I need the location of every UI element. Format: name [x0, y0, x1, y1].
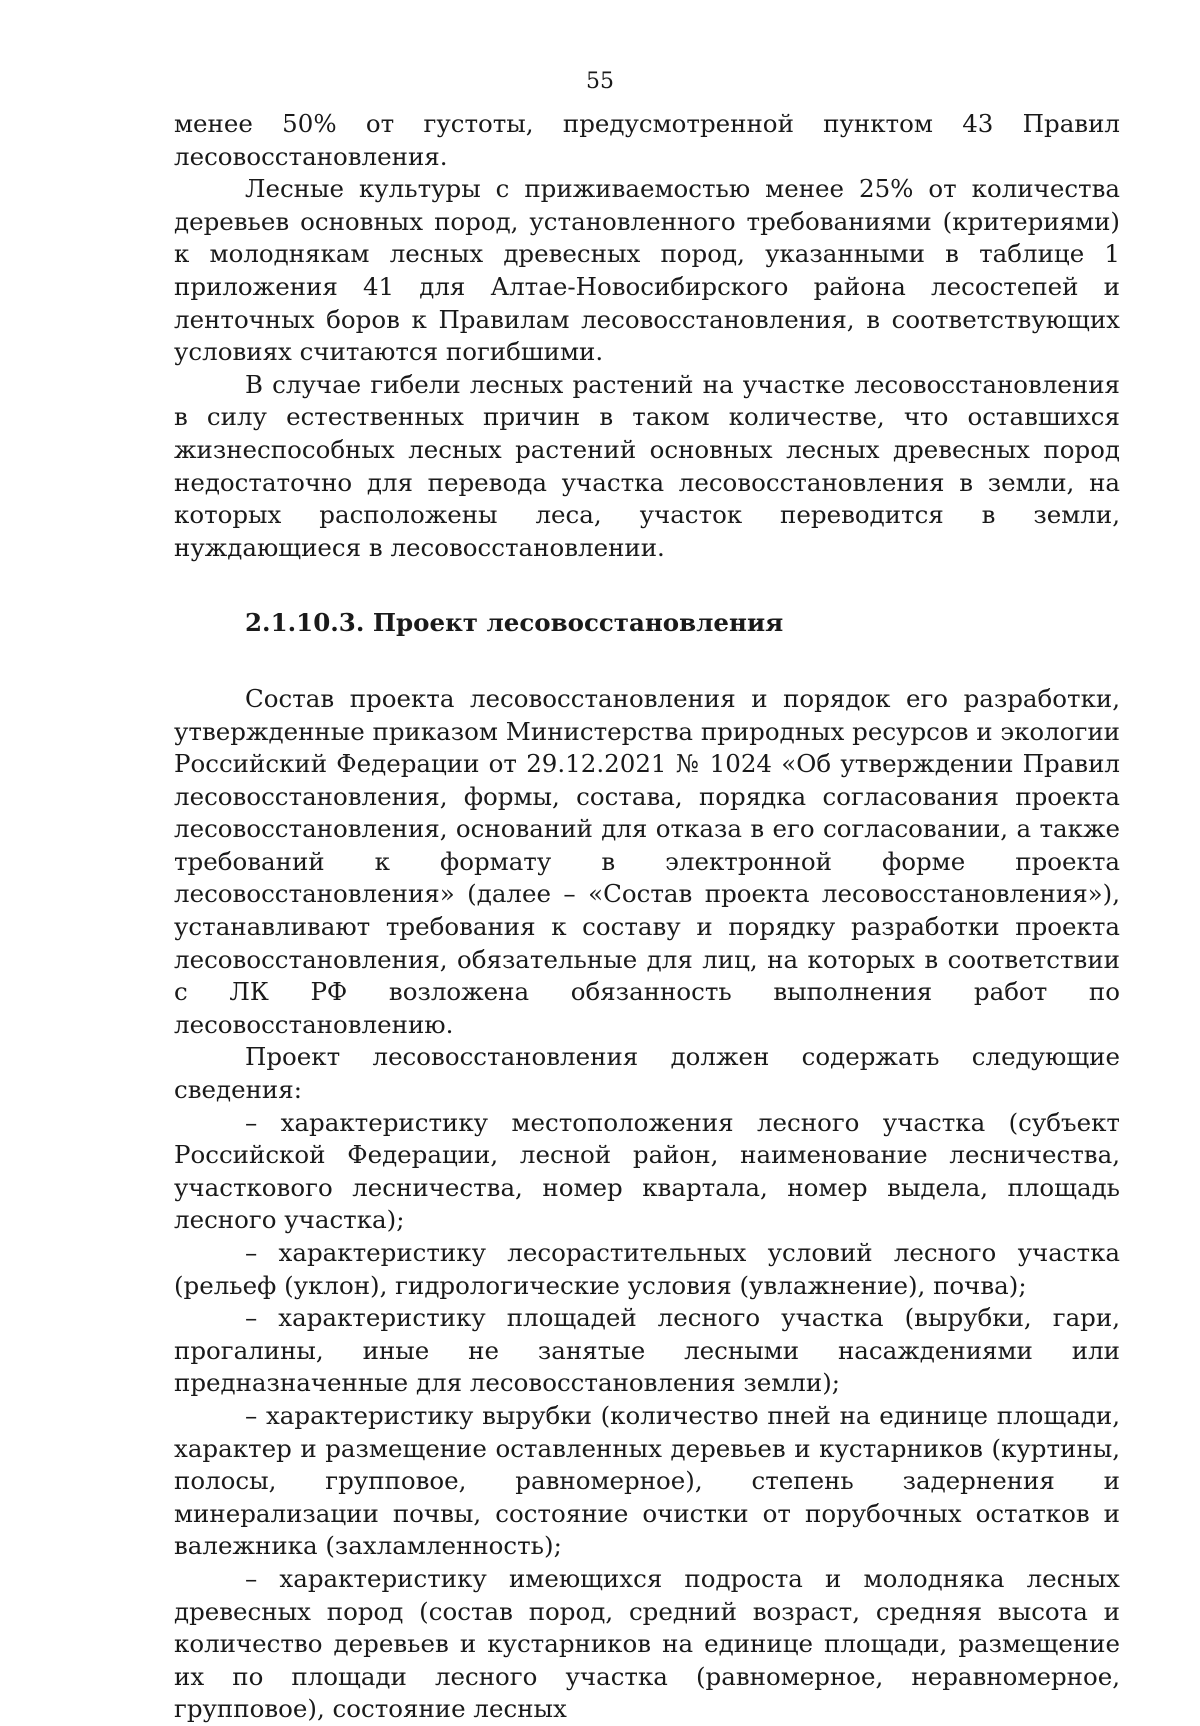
paragraph-forest-cultures: Лесные культуры с приживаемостью менее 25% от количества деревьев основных пород, установленного требованиями (критериями) к молоднякам лесных древесных пород, указанными в таблице 1 приложения 41 для Алтае-Новосибирского района лесостепей и ленточных боров к Правилам лесовосстановления, в соответствующих условиях считаются погибшими.	[174, 174, 1120, 367]
paragraph-continuation: менее 50% от густоты, предусмотренной пунктом 43 Правил лесовосстановления.	[174, 109, 1120, 171]
paragraph-plant-death: В случае гибели лесных растений на участке лесовосстановления в силу естественных причин в таком количестве, что оставшихся жизнеспособных лесных растений основных лесных древесных пород недостаточно для перевода участка лесовосстановления в земли, на которых расположены леса, участок переводится в земли, нуждающиеся в лесовосстановлении.	[174, 369, 1120, 562]
page-number: 55	[586, 69, 614, 94]
list-item-location: – характеристику местоположения лесного участка (субъект Российской Федерации, лесной район, наименование лесничества, участкового лесничества, номер квартала, номер выдела, площадь лесного участка);	[174, 1107, 1120, 1235]
list-item-undergrowth: – характеристику имеющихся подроста и молодняка лесных древесных пород (состав пород, средний возраст, средняя высота и количество деревьев и кустарников на единице площади, размещение их по площади лесного участка (равномерное, неравномерное, групповое), состояние лесных	[174, 1563, 1120, 1724]
paragraph-project-composition: Состав проекта лесовосстановления и порядок его разработки, утвержденные приказом Министерства природных ресурсов и экологии Российский Федерации от 29.12.2021 № 1024 «Об утверждении Правил лесовосстановления, формы, состава, порядка согласования проекта лесовосстановления, оснований для отказа в его согласовании, а также требований к формату в электронной форме проекта лесовосстановления» (далее – «Состав проекта лесовосстановления»), устанавливают требования к составу и порядку разработки проекта лесовосстановления, обязательные для лиц, на которых в соответствии с ЛК РФ возложена обязанность выполнения работ по лесовосстановлению.	[174, 683, 1120, 1039]
document-body	[174, 108, 1120, 1726]
section-heading: 2.1.10.3. Проект лесовосстановления	[245, 608, 784, 638]
list-item-growing-conditions: – характеристику лесорастительных условий лесного участка (рельеф (уклон), гидрологические условия (увлажнение), почва);	[174, 1238, 1120, 1300]
list-item-clearing: – характеристику вырубки (количество пней на единице площади, характер и размещение оставленных деревьев и кустарников (куртины, полосы, групповое, равномерное), степень задернения и минерализации почвы, состояние очистки от порубочных остатков и валежника (захламленность);	[174, 1400, 1120, 1561]
paragraph-project-contents-intro: Проект лесовосстановления должен содержать следующие сведения:	[174, 1042, 1120, 1105]
list-item-areas: – характеристику площадей лесного участка (вырубки, гари, прогалины, иные не занятые лесными насаждениями или предназначенные для лесовосстановления земли);	[174, 1303, 1120, 1398]
